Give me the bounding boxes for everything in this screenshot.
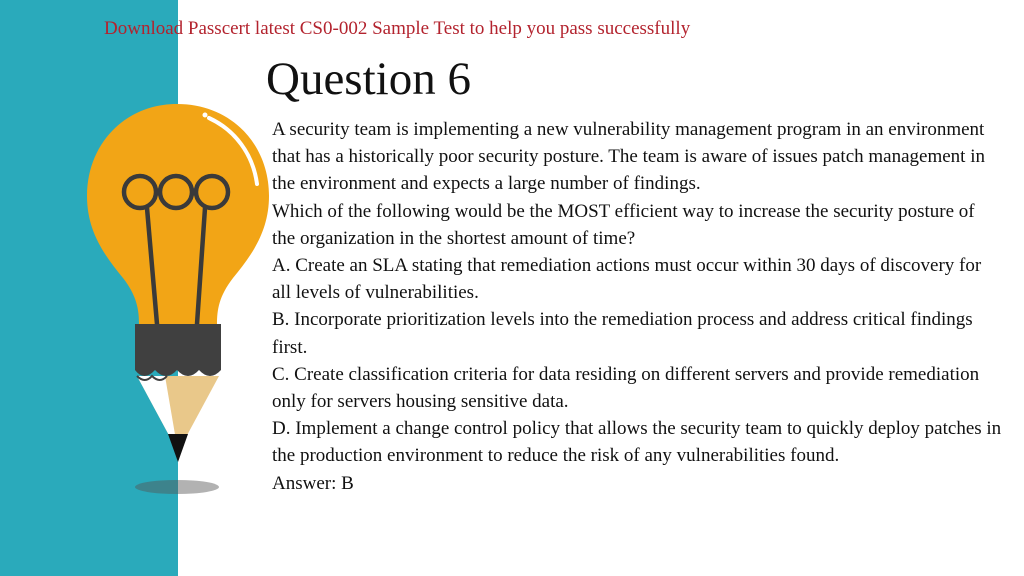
option-b: B. Incorporate prioritization levels into the remediation process and address critical findings first. (272, 309, 973, 358)
download-banner: Download Passcert latest CS0-002 Sample Test to help you pass successfully (104, 18, 691, 39)
question-stem: A security team is implementing a new vulnerability management program in an environment that has a historically poor security posture. The team is aware of issues patch management in the environment and expects a large number of findings. (272, 119, 985, 195)
option-d: D. Implement a change control policy that allows the security team to quickly deploy patches in the production environment to reduce the risk of any vulnerabilities found. (272, 418, 1002, 467)
question-title: Question 6 (266, 53, 471, 105)
answer-text: Answer: B (272, 472, 354, 494)
lightbulb-pencil-icon (85, 100, 275, 500)
question-prompt: Which of the following would be the MOST efficient way to increase the security posture of the organization in the shortest amount of time? (272, 200, 975, 249)
option-a: A. Create an SLA stating that remediation actions must occur within 30 days of discovery for all levels of vulnerabilities. (272, 255, 982, 304)
option-c: C. Create classification criteria for data residing on different servers and provide remediation only for servers housing sensitive data. (272, 363, 980, 413)
question-body (272, 116, 1002, 497)
